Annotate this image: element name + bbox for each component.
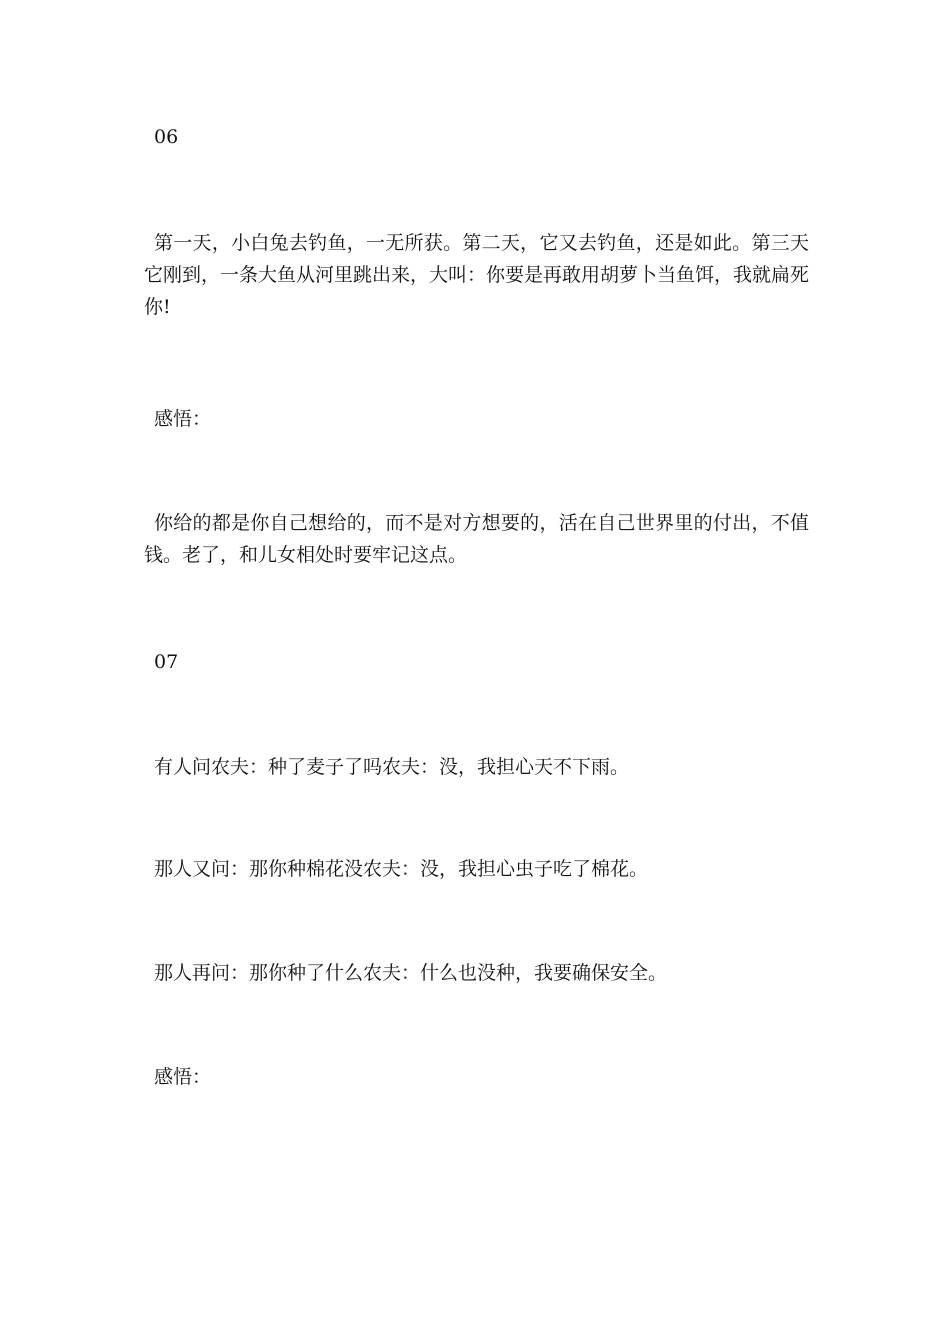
section-number-06: 06: [154, 126, 179, 148]
story-rabbit-fishing: 第一天，小白兔去钓鱼，一无所获。第二天，它又去钓鱼，还是如此。第三天它刚到，一条大鱼从河里跳出来，大叫：你要是再敢用胡萝卜当鱼饵，我就扁死你!: [144, 232, 810, 318]
insight-heading-2: 感悟：: [154, 1066, 212, 1088]
farmer-dialogue-3: 那人再问：那你种了什么农夫：什么也没种，我要确保安全。: [154, 962, 668, 984]
insight-heading-1: 感悟：: [154, 408, 212, 430]
farmer-dialogue-1: 有人问农夫：种了麦子了吗农夫：没，我担心天不下雨。: [154, 756, 630, 778]
section-number-07: 07: [154, 651, 179, 673]
insight-text-1: 你给的都是你自己想给的，而不是对方想要的，活在自己世界里的付出，不值钱。老了，和儿女相处时要牢记这点。: [144, 512, 809, 566]
farmer-dialogue-2: 那人又问：那你种棉花没农夫：没，我担心虫子吃了棉花。: [154, 858, 649, 880]
